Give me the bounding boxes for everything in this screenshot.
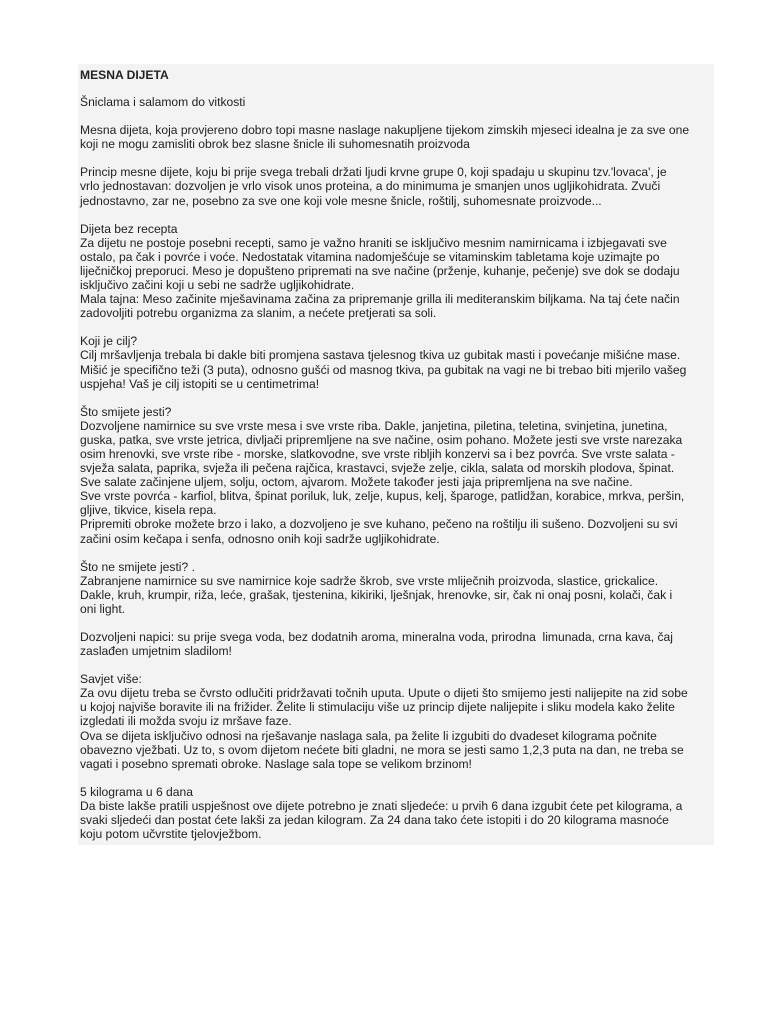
text-line: ostalo, pa čak i povrće i voće. Nedostatak vitamina nadomješćuje se vitaminskim tabletama koje uzimajte po — [80, 249, 660, 264]
text-line: gljive, tikvice, kisela repa. — [80, 503, 217, 518]
text-line: zaslađen umjetnim sladilom! — [80, 644, 232, 659]
text-line: svježa salata, paprika, svježa ili pečena rajčica, krastavci, svježe zelje, cikla, salata od morskih plodova, špinat. — [80, 461, 675, 476]
text-line: Što smijete jesti? — [80, 404, 172, 419]
text-line: koji ne mogu zamisliti obrok bez slasne šnicle ili suhomesnatih proizvoda — [80, 137, 470, 152]
text-line: Ova se dijeta isključivo odnosi na rješavanje naslaga sala, pa želite li izgubiti do dvadeset kilograma počnite — [80, 728, 657, 743]
document-subtitle: Šniclama i salamom do vitkosti — [80, 95, 246, 110]
text-line: zadovoljiti potrebu organizma za slanim, a nećete pretjerati sa soli. — [80, 306, 437, 321]
text-line: Dozvoljeni napici: su prije svega voda, bez dodatnih aroma, mineralna voda, prirodna limunada, crna kava, čaj — [80, 630, 673, 644]
principle-paragraph — [80, 165, 714, 207]
text-line: Dijeta bez recepta — [80, 221, 178, 236]
text-line: jednostavno, zar ne, posebno za sve one koji vole mesne šnicle, roštilj, suhomesnate proizvode... — [80, 193, 602, 208]
text-line: Mesna dijeta, koja provjereno dobro topi masne naslage nakupljene tijekom zimskih mjeseci idealna je za sve one — [80, 123, 690, 138]
text-line: vagati i posebno spremati obroke. Naslage sala tope se velikom brzinom! — [80, 756, 472, 771]
text-line: isključivo začini koji u sebi ne sadrže ugljikohidrate. — [80, 278, 355, 293]
text-line: guska, patka, sve vrste jetrica, divljači pripremljene na sve načine, osim pohano. Možete jesti sve vrste narezaka — [80, 432, 683, 447]
text-line: u kojoj najviše boravite ili na frižider. Želite li stimulaciju više uz princip dijete nalijepite i sliku modela kako želite — [80, 700, 675, 715]
text-line: 5 kilograma u 6 dana — [80, 784, 193, 799]
text-line: Pripremiti obroke možete brzo i lako, a dozvoljeno je sve kuhano, pečeno na roštilju ili sušeno. Dozvoljeni su svi — [80, 517, 678, 532]
text-line: Koji je cilj? — [80, 334, 138, 349]
goal-section — [80, 334, 714, 390]
text-line: Dozvoljene namirnice su sve vrste mesa i sve vrste riba. Dakle, janjetina, piletina, teletina, svinjetina, junetina, — [80, 418, 668, 433]
no-recipe-section — [80, 222, 714, 321]
allowed-drinks-section — [80, 630, 714, 658]
intro-paragraph — [80, 123, 714, 151]
document-body — [78, 64, 714, 845]
text-line: Cilj mršavljenja trebala bi dakle biti promjena sastava tjelesnog tkiva uz gubitak masti i povećanje mišićne mase. — [80, 348, 681, 363]
text-line: izgledati ili možda svoju iz mršave faze. — [80, 714, 292, 729]
advice-section — [80, 672, 714, 771]
document-title: MESNA DIJETA — [80, 68, 169, 82]
text-line: Za dijetu ne postoje posebni recepti, samo je važno hraniti se isključivo mesnim namirnicama i izbjegavati sve — [80, 235, 667, 250]
text-line: koju potom učvrstite tjelovježbom. — [80, 827, 262, 842]
text-line: Zabranjene namirnice su sve namirnice koje sadrže škrob, sve vrste mliječnih proizvoda, slastice, grickalice. — [80, 573, 659, 588]
text-line: Što ne smijete jesti? . — [80, 559, 195, 574]
text-line: uspjeha! Vaš je cilj istopiti se u centimetrima! — [80, 376, 320, 391]
text-line: Mišić je specifično teži (3 puta), odnosno gušći od masnog tkiva, pa gubitak na vagi ne bi trebao biti mjerilo vašeg — [80, 362, 687, 377]
forbidden-foods-section — [80, 560, 714, 616]
text-line: Sve salate začinjene uljem, solju, octom, ajvarom. Možete također jesti jaja pripremljena na sve načine. — [80, 475, 633, 490]
text-line: Savjet više: — [80, 672, 142, 687]
text-line: liječničkoj preporuci. Meso je dopušteno pripremati na sve načine (prženje, kuhanje, pečenje) sve dok se dodaju — [80, 263, 680, 278]
text-line: Sve vrste povrća - karfiol, blitva, špinat poriluk, luk, zelje, kupus, kelj, šparoge, patlidžan, korabice, mrkva, peršin, — [80, 489, 685, 504]
allowed-foods-section — [80, 405, 714, 546]
text-line: oni light. — [80, 601, 126, 616]
text-line: začini osim kečapa i senfa, odnosno onih koji sadrže ugljikohidrate. — [80, 531, 440, 546]
text-line: Mala tajna: Meso začinite mješavinama začina za pripremanje grilla ili mediteranskim biljkama. Na taj ćete način — [80, 292, 680, 307]
text-line: Za ovu dijetu treba se čvrsto odlučiti pridržavati točnih uputa. Upute o dijeti što smijemo jesti nalijepite na zid sobe — [80, 686, 688, 701]
text-line: obavezno vježbati. Uz to, s ovom dijetom nećete biti gladni, ne mora se jesti samo 1,2,3 puta na dan, ne treba se — [80, 742, 684, 757]
text-line: Da biste lakše pratili uspješnost ove dijete potrebno je znati sljedeće: u prvih 6 dana izgubit ćete pet kilograma, a — [80, 798, 683, 813]
text-line: svaki sljedeći dan postat ćete lakši za jedan kilogram. Za 24 dana tako ćete istopiti i do 20 kilograma masnoće — [80, 813, 669, 828]
text-line: Princip mesne dijete, koju bi prije svega trebali držati ljudi krvne grupe 0, koji spadaju u skupinu tzv.'lovaca', je — [80, 165, 667, 180]
text-line: Dakle, kruh, krumpir, riža, leće, grašak, tjestenina, kikiriki, lješnjak, hrenovke, sir, čak ni onaj posni, kolači, čak i — [80, 587, 673, 602]
five-kilograms-section — [80, 785, 714, 841]
text-line: vrlo jednostavan: dozvoljen je vrlo visok unos proteina, a do minimuma je smanjen unos ugljikohidrata. Zvuči — [80, 179, 661, 194]
text-line: osim hrenovki, sve vrste ribe - morske, slatkovodne, sve vrste ribljih konzervi sa i bez povrća. Sve vrste salata - — [80, 446, 675, 461]
